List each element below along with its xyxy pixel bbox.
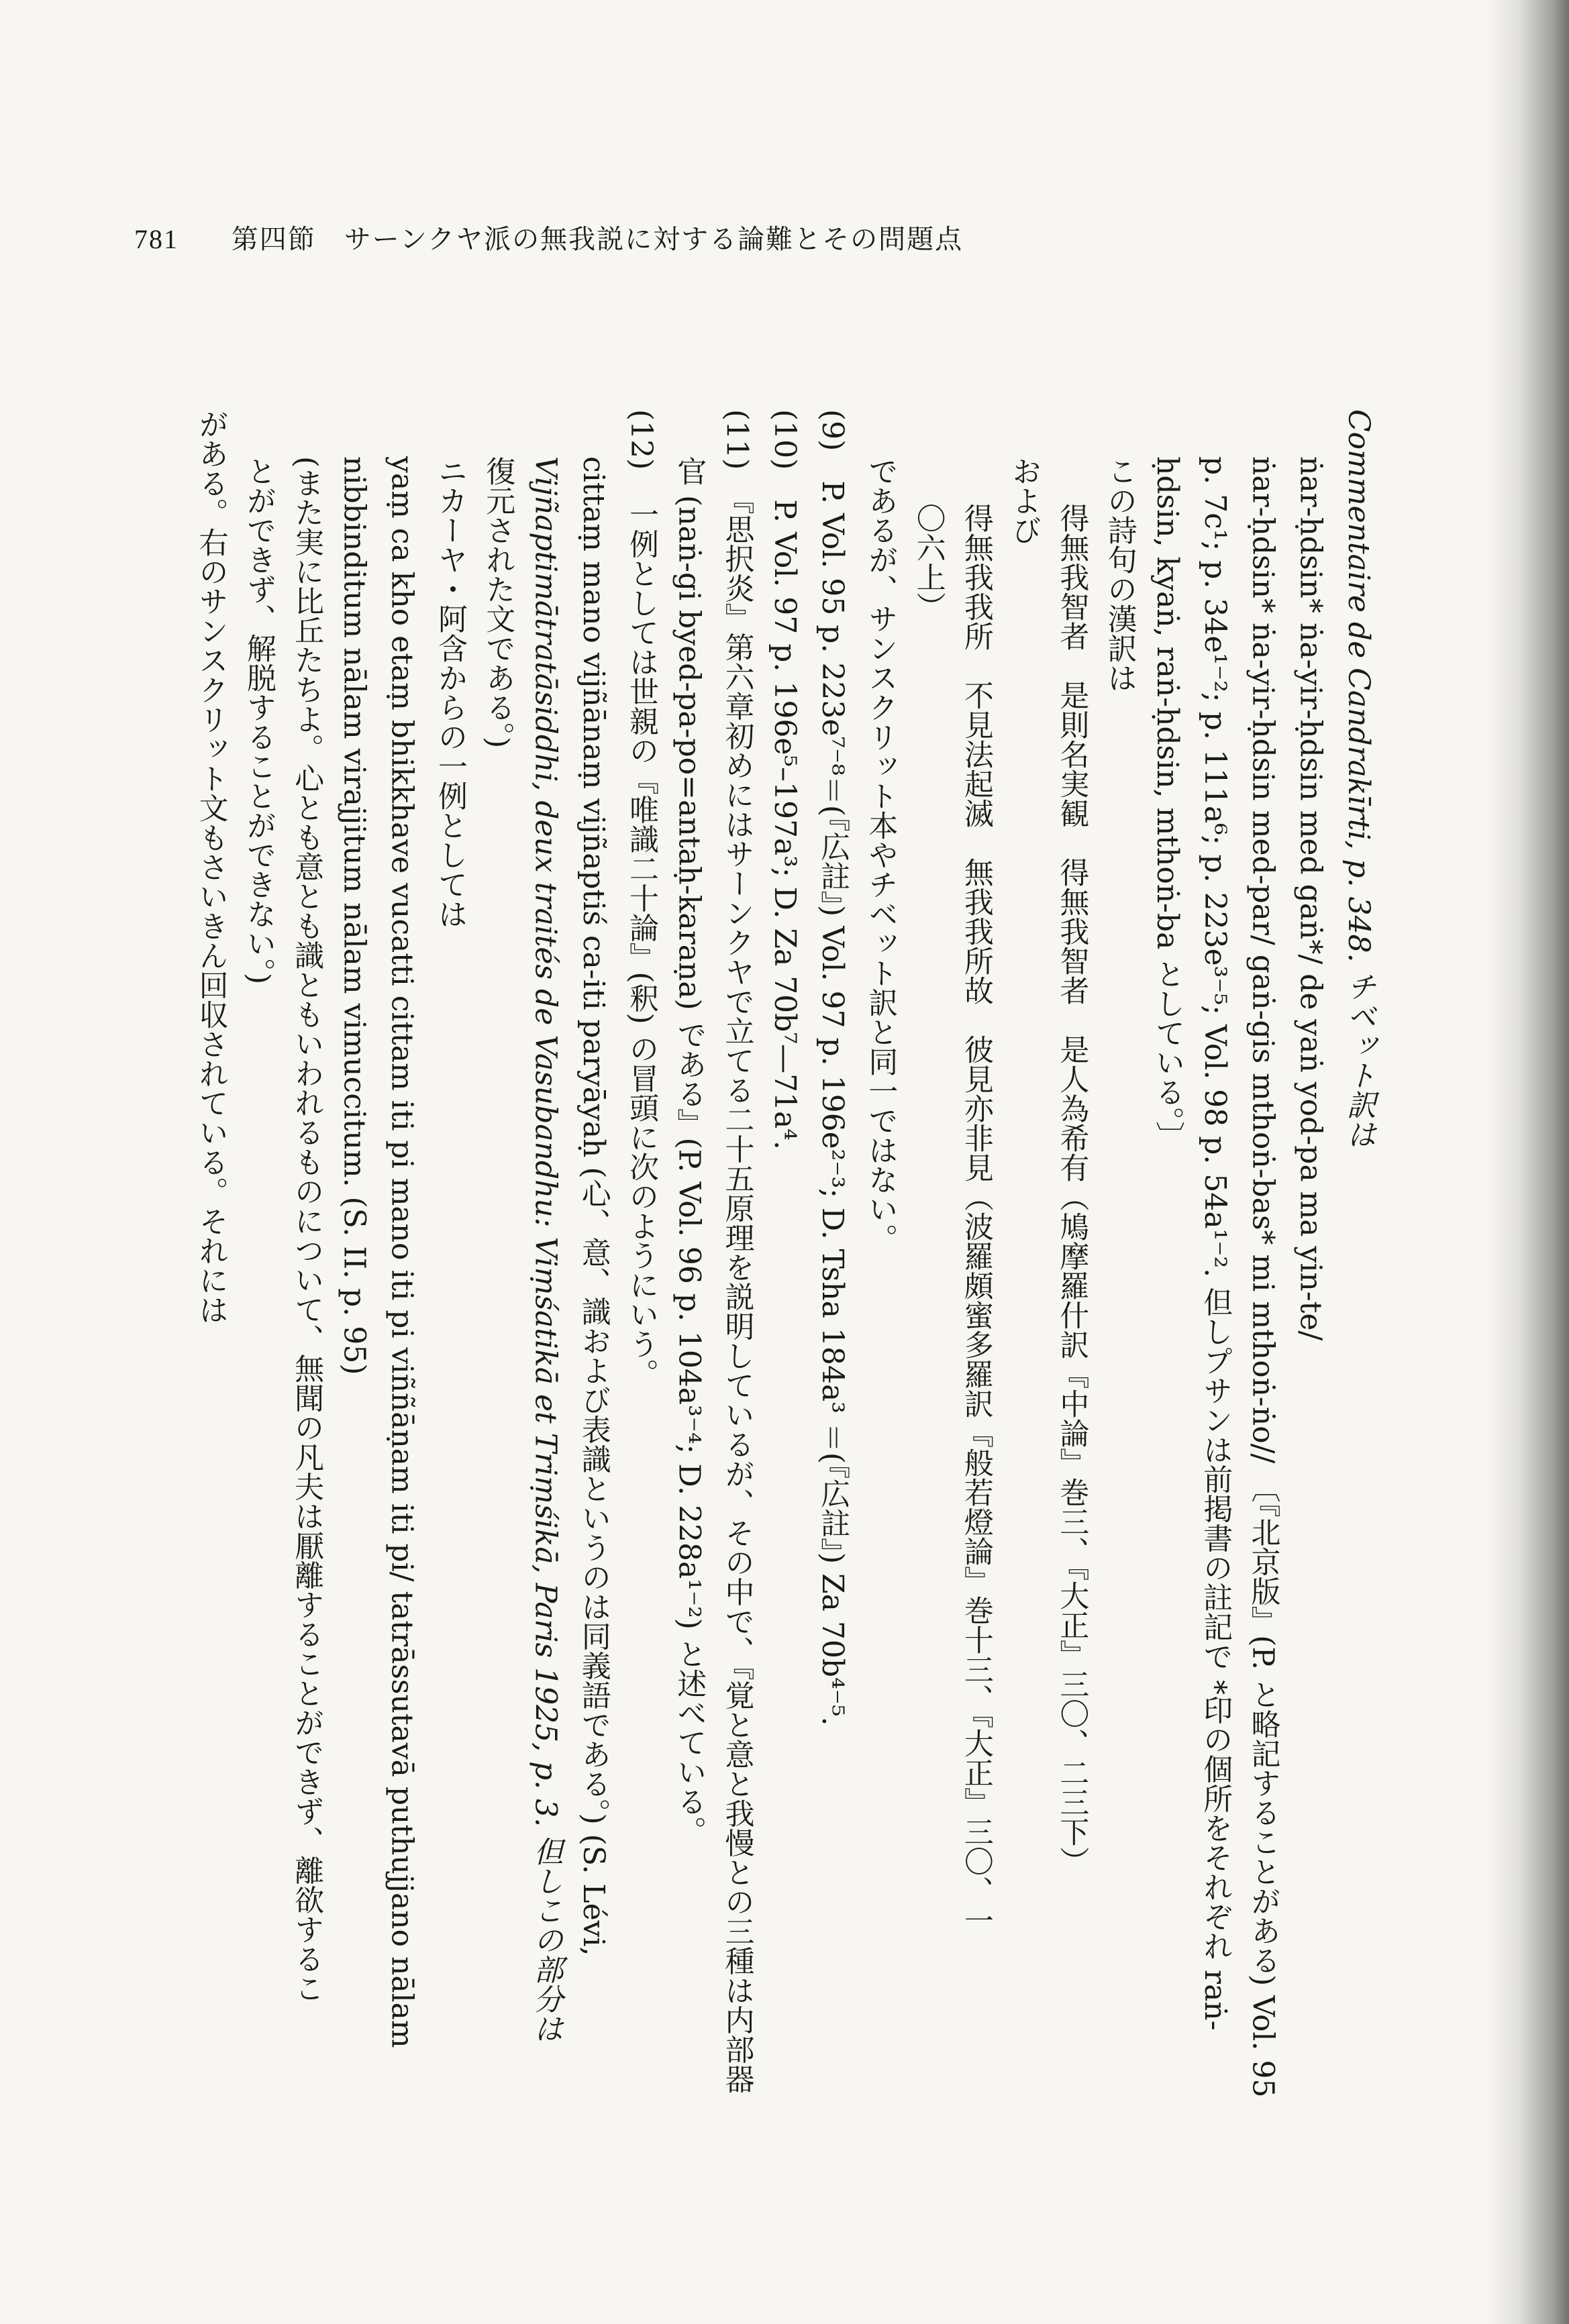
text-line: 得無我智者 是則名実観 得無我智者 是人為希有（鳩摩羅什訳『中論』巻三、『大正』三〇、二三下） xyxy=(1054,503,1089,1876)
text-line: 得無我我所 不見法起滅 無我我所故 彼見亦非見（波羅頗蜜多羅訳『般若燈論』巻十三、『大正』三〇、一 xyxy=(958,503,993,1935)
scan-edge-shadow xyxy=(1488,0,1569,2324)
note-11: (11) 『思択炎』第六章初めにはサーンクヤで立てる二十五原理を説明しているが、その中で、『覚と意と我慢との三種は内部器 xyxy=(719,409,754,2094)
text-line: p. 7c¹; p. 34e¹⁻²; p. 111a⁶; p. 223e³⁻⁵; Vol. 98 p. 54a¹⁻². 但しプサンは前掲書の註記で *印の個所をそれぞれ raṅ- xyxy=(1198,456,1233,2031)
note-12: (12) 一例としては世親の『唯識二十論』(釈) の冒頭に次のようにいう。 xyxy=(624,409,659,1388)
text-line: 〇六上） xyxy=(911,503,946,621)
page-number: 781 xyxy=(134,224,179,254)
notes-body xyxy=(107,409,1382,2140)
text-line: cittaṃ mano vijñānaṃ vijñaptiś ca-iti paryāyaḥ (心、意、識および表識というのは同義語である。) (S. Lévi, xyxy=(576,456,611,1956)
text-line: であるが、サンスクリット本やチベット訳と同一ではない。 xyxy=(863,456,898,1253)
text-line: ḥdsin, kyaṅ, raṅ-ḥdsin, mthoṅ-ba としている。〕 xyxy=(1150,456,1184,1151)
text-line: および xyxy=(1007,456,1042,545)
text-line: nibbinditum nālam virajjitum nālam vimuccitum. (S. II. p. 95) xyxy=(337,456,372,1375)
text-line: Commentaire de Candrakīrti, p. 348. チベット訳は xyxy=(1342,409,1376,1149)
note-10: (10) P. Vol. 97 p. 196e⁵–197a³; D. Za 70b⁷—71a⁴. xyxy=(767,409,802,1150)
running-title: 第四節 サーンクヤ派の無我説に対する論難とその問題点 xyxy=(231,224,964,255)
text-line: yaṃ ca kho etaṃ bhikkhave vucatti cittam iti pi mano iti pi viññāṇam iti pi/ tatrāssutavā puthujjano nālam xyxy=(385,456,419,2048)
text-line: この詩句の漢訳は xyxy=(1102,456,1137,692)
text-line: 復元された文である。) xyxy=(480,456,515,749)
text-line: ṅar-ḥdsin* ṅa-yir-ḥdsin med-par/ gaṅ-gis mthoṅ-bas* mi mthoṅ-ṅo// 〔『北京版』(P. と略記することがある) Vol. 95 xyxy=(1246,456,1280,2098)
text-line: Vijñaptimātratāsiddhi, deux traités de Vasubandhu: Viṃśatikā et Triṃśikā, Paris 1925, p. 3. 但しこの部分は xyxy=(528,456,563,2044)
running-header xyxy=(134,218,963,256)
text-line: 官 (naṅ-gi byed-pa-po=antaḥ-karaṇa) である』(P. Vol. 96 p. 104a³⁻⁴; D. 228a¹⁻²) と述べている。 xyxy=(672,456,707,1846)
text-line: (また実に比丘たちよ。心とも意とも識ともいわれるものについて、無聞の凡夫は厭離することができず、離欲するこ xyxy=(289,456,324,2003)
text-line: がある。右のサンスクリット文もさいきん回収されている。それには xyxy=(193,409,228,1324)
note-9: (9) P. Vol. 95 p. 223e⁷⁻⁸＝(『広註』) Vol. 97 p. 196e²⁻³; D. Tsha 184a³ ＝(『広註』) Za 70b⁴⁻⁵. xyxy=(815,409,850,1726)
text-line: ṅar-ḥdsin* ṅa-yir-ḥdsin med gaṅ*/ de yaṅ yod-pa ma yin-te/ xyxy=(1293,456,1328,1341)
text-line: とができず、解脱することができない。) xyxy=(241,456,276,985)
text-line: ニカーヤ・阿含からの一例としては xyxy=(432,456,467,929)
